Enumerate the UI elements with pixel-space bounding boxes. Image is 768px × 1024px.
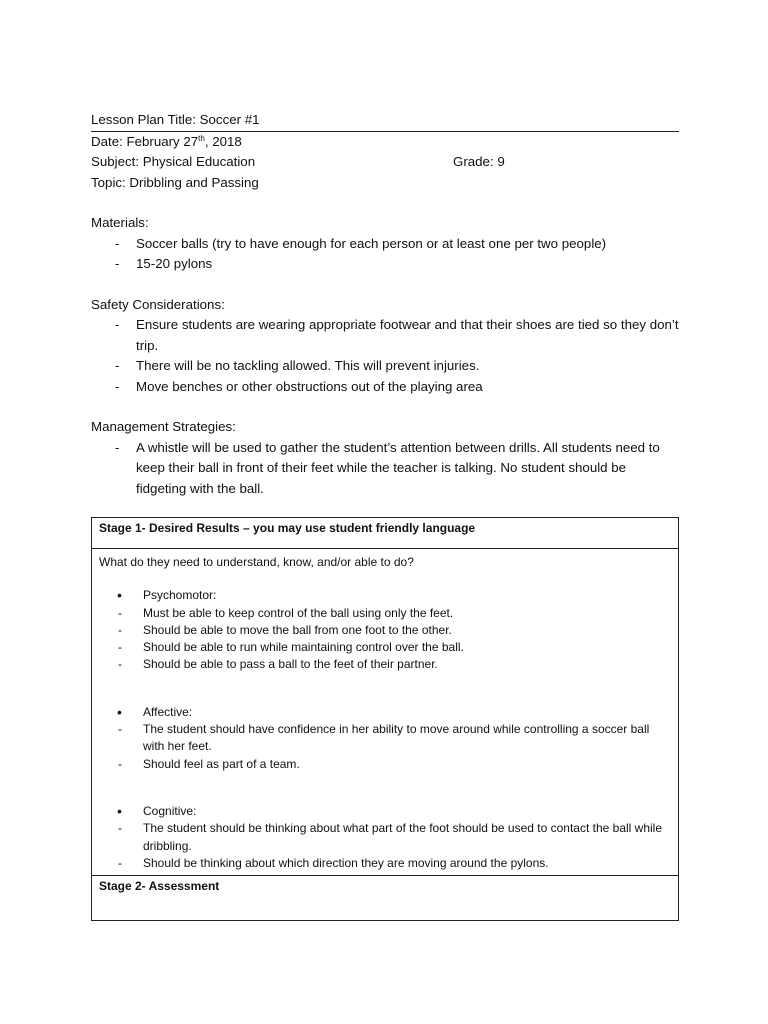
stage-table <box>91 517 679 921</box>
date-rest: , 2018 <box>204 133 242 149</box>
date-prefix: Date: February 27 <box>91 133 199 149</box>
materials-heading: Materials: <box>91 215 149 230</box>
psychomotor-list <box>99 605 671 674</box>
list-item: - The student should be thinking about what part of the foot should be used to contact the ball while dribbling. <box>99 820 671 855</box>
safety-list <box>91 315 679 397</box>
stage2-heading: Stage 2- Assessment <box>92 876 679 921</box>
list-item: - Should be thinking about which direction they are moving around the pylons. <box>99 855 671 872</box>
management-list <box>91 438 679 500</box>
subject: Subject: Physical Education <box>91 154 256 169</box>
management-heading: Management Strategies: <box>91 419 236 434</box>
affective-list <box>99 721 671 773</box>
stage1-heading: Stage 1- Desired Results – you may use student friendly language <box>92 518 679 549</box>
list-item: - A whistle will be used to gather the student’s attention between drills. All students need to keep their ball in front of their feet while the teacher is talking. No student should be fidgeting with the ball. <box>91 438 679 500</box>
list-item: - Should be able to pass a ball to the feet of their partner. <box>99 656 671 673</box>
list-item: - There will be no tackling allowed. This will prevent injuries. <box>91 356 679 377</box>
list-item: - Ensure students are wearing appropriate footwear and that their shoes are tied so they don’t trip. <box>91 315 679 356</box>
safety-heading: Safety Considerations: <box>91 296 225 312</box>
cognitive-list <box>99 820 671 872</box>
psychomotor-label: • Psychomotor: <box>99 587 671 604</box>
lesson-plan-title: Lesson Plan Title: Soccer #1 <box>91 110 679 132</box>
affective-label: • Affective: <box>99 704 671 721</box>
topic: Topic: Dribbling and Passing <box>91 174 259 190</box>
stage1-question: What do they need to understand, know, and/or able to do? <box>99 555 414 569</box>
list-item: - 15-20 pylons <box>91 254 679 275</box>
lesson-plan-header-block <box>91 110 679 499</box>
date-superscript: th <box>198 133 205 143</box>
list-item: - Should be able to move the ball from one foot to the other. <box>99 622 671 639</box>
grade: Grade: 9 <box>453 154 505 169</box>
lesson-date <box>91 132 679 153</box>
list-item: - Should be able to run while maintaining control over the ball. <box>99 639 671 656</box>
list-item: - The student should have confidence in her ability to move around while controlling a soccer ball with her feet. <box>99 721 671 756</box>
list-item: - Soccer balls (try to have enough for each person or at least one per two people) <box>91 234 679 255</box>
list-item: - Must be able to keep control of the ball using only the feet. <box>99 605 671 622</box>
subject-grade-row <box>91 152 679 173</box>
list-item: - Move benches or other obstructions out of the playing area <box>91 377 679 398</box>
list-item: - Should feel as part of a team. <box>99 756 671 773</box>
stage1-content <box>92 549 679 876</box>
materials-list <box>91 234 679 275</box>
cognitive-label: • Cognitive: <box>99 803 671 820</box>
